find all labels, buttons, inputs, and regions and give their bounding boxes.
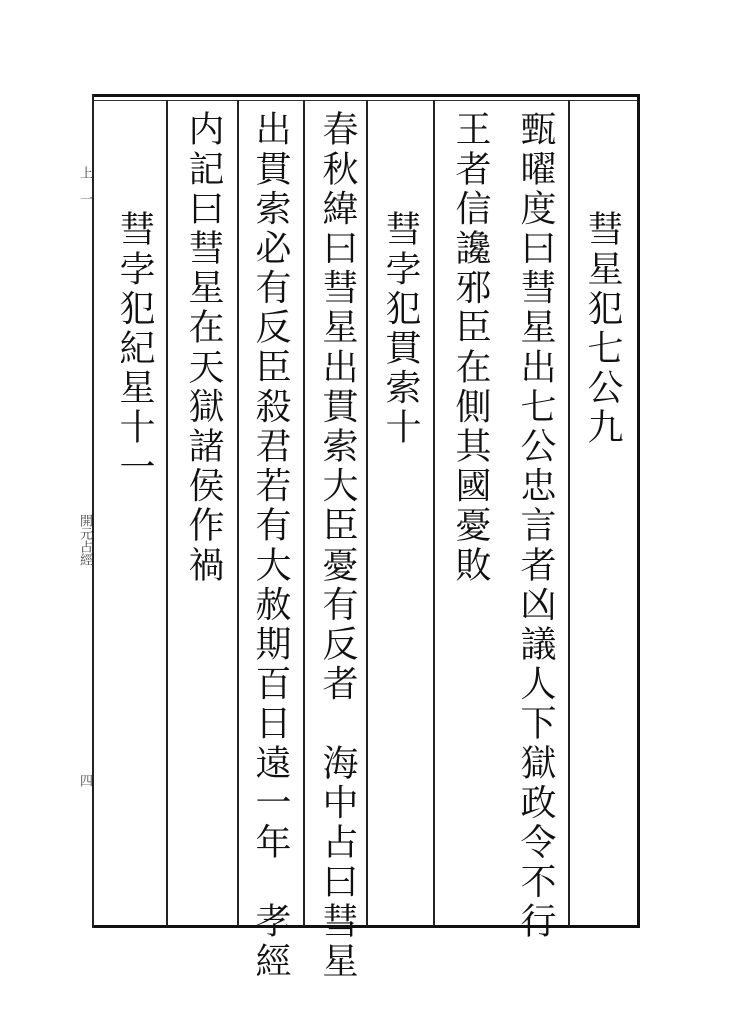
column-rule bbox=[366, 100, 368, 926]
frame-left-border bbox=[92, 94, 94, 928]
section-heading-column: 彗星犯七公九 bbox=[582, 210, 623, 448]
text-column: 春秋緯曰彗星出貫索大臣憂有反者 海中占曰彗星 bbox=[317, 110, 358, 982]
column-rule bbox=[568, 100, 570, 926]
edge-text-top: 上 一 bbox=[77, 165, 92, 205]
text-column: 甄曜度曰彗星出七公忠言者凶議人下獄政令不行 bbox=[515, 110, 556, 942]
frame-top-border bbox=[92, 94, 640, 97]
column-rule bbox=[433, 100, 435, 926]
text-column: 王者信讒邪臣在側其國憂敗 bbox=[450, 110, 491, 586]
text-column: 内記曰彗星在天獄諸侯作禍 bbox=[183, 110, 224, 586]
column-rule bbox=[237, 100, 239, 926]
section-heading-column: 彗孛犯貫索十 bbox=[380, 210, 421, 448]
column-rule bbox=[303, 100, 305, 926]
section-heading-column: 彗孛犯紀星十一 bbox=[114, 210, 155, 488]
column-rule bbox=[166, 100, 168, 926]
edge-text-page: 四 bbox=[77, 773, 92, 787]
frame-right-border bbox=[637, 94, 640, 928]
text-column: 出貫索必有反臣殺君若有大赦期百日遠一年 孝經 bbox=[250, 110, 291, 982]
edge-text-title: 開元占經 bbox=[77, 514, 92, 566]
